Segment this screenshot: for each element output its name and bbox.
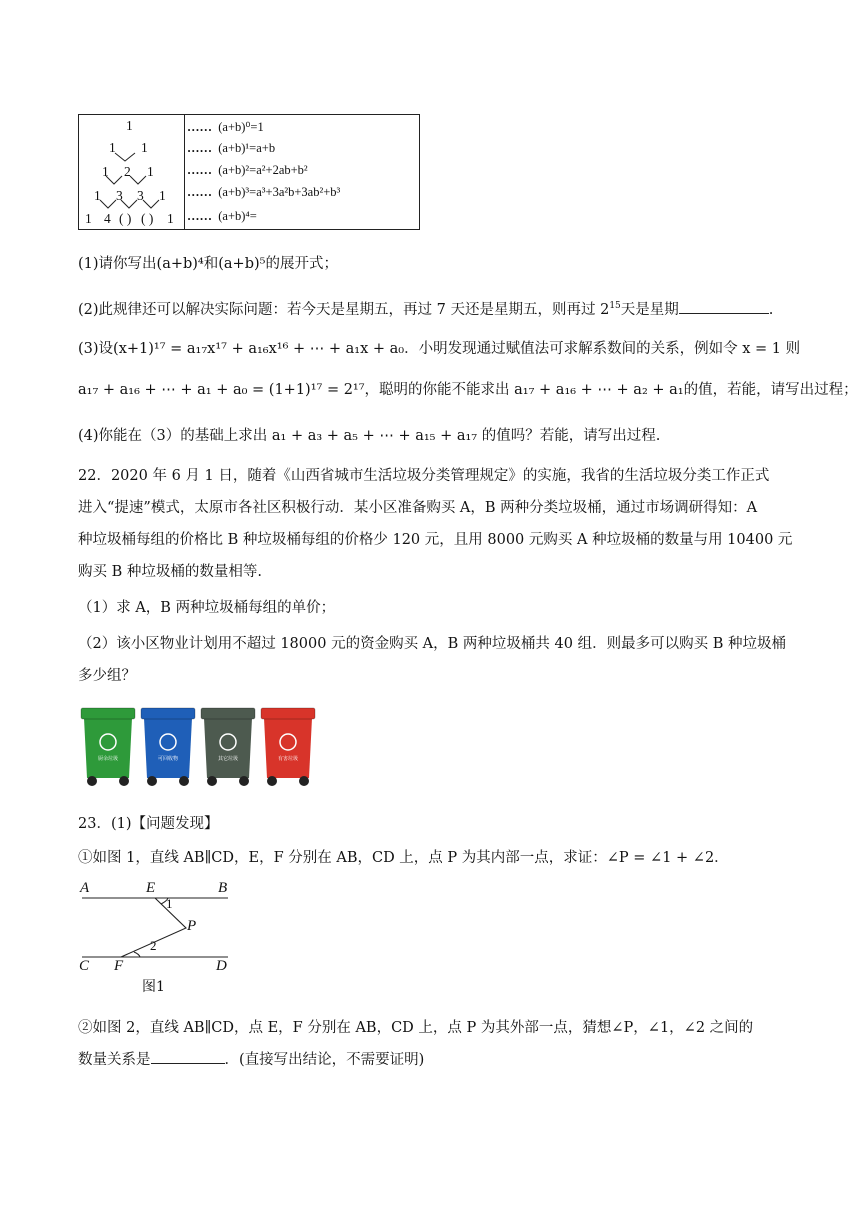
triangle-number: 1 xyxy=(109,140,116,155)
label-F: F xyxy=(114,958,124,974)
angle-1-label: 1 xyxy=(166,896,173,911)
expansion-row-0: …… (a+b)⁰=1 xyxy=(187,120,264,134)
answer-blank xyxy=(151,1049,225,1064)
triangle-number: 1 xyxy=(102,164,109,179)
q22-sub1: （1）求 A，B 两种垃圾桶每组的单价； xyxy=(78,600,336,616)
triangle-number: 1 xyxy=(147,164,154,179)
bin-label: 厨余垃圾 xyxy=(97,756,119,762)
q23-case2-line2: 数量关系是 ．(直接写出结论，不需要证明) xyxy=(78,1048,424,1069)
q21-part4: (4)你能在（3）的基础上求出 a₁ + a₃ + a₅ + ⋯ + a₁₅ + a₁₇ 的值吗？若能，请写出过程. xyxy=(78,428,661,444)
q22-sub2-line1: （2）该小区物业计划用不超过 18000 元的资金购买 A，B 两种垃圾桶共 40 组．则最多可以购买 B 种垃圾桶 xyxy=(78,636,786,652)
triangle-number: 1 xyxy=(167,211,174,226)
table-divider xyxy=(184,115,185,229)
triangle-number: 1 xyxy=(141,140,148,155)
triangle-number: 4 xyxy=(104,211,111,226)
garbage-bin xyxy=(141,708,195,786)
bin-label: 有害垃圾 xyxy=(277,756,299,762)
figure-caption: 图1 xyxy=(142,979,165,995)
label-C: C xyxy=(79,958,90,974)
q22-sub2-line2: 多少组？ xyxy=(78,668,136,684)
garbage-bins-image xyxy=(78,704,318,788)
figure-1 xyxy=(76,880,246,998)
q23-case1: ①如图 1，直线 AB∥CD，E，F 分别在 AB，CD 上，点 P 为其内部一点，求证：∠P = ∠1 + ∠2． xyxy=(78,850,729,866)
expansion-row-4: …… (a+b)⁴= xyxy=(187,209,257,223)
bin-label: 可回收物 xyxy=(157,756,179,762)
expansion-row-1: …… (a+b)¹=a+b xyxy=(187,141,276,155)
triangle-number: 2 xyxy=(124,164,131,179)
q22-line2: 进入“提速”模式，太原市各社区积极行动．某小区准备购买 A，B 两种分类垃圾桶，通过市场调研得知：A xyxy=(78,500,758,516)
label-E: E xyxy=(146,880,156,896)
triangle-number: 1 xyxy=(94,188,101,203)
q21-part1: (1)请你写出(a+b)⁴和(a+b)⁵的展开式； xyxy=(78,256,338,272)
bin-label: 其它垃圾 xyxy=(217,756,239,762)
q23-heading: 23．(1)【问题发现】 xyxy=(78,816,219,832)
label-B: B xyxy=(218,880,228,896)
q21-part3-line2: a₁₇ + a₁₆ + ⋯ + a₁ + a₀ = (1+1)¹⁷ = 2¹⁷，聪明的你能不能求出 a₁₇ + a₁₆ + ⋯ + a₂ + a₁的值，若能，请写出过程； xyxy=(78,382,858,398)
q22-line1: 22．2020 年 6 月 1 日，随着《山西省城市生活垃圾分类管理规定》的实施，我省的生活垃圾分类工作正式 xyxy=(78,468,770,484)
q22-line3: 种垃圾桶每组的价格比 B 种垃圾桶每组的价格少 120 元，且用 8000 元购买 A 种垃圾桶的数量与用 10400 元 xyxy=(78,532,793,548)
expansion-row-3: …… (a+b)³=a³+3a²b+3ab²+b³ xyxy=(187,185,341,199)
pascal-triangle-table xyxy=(78,114,420,230)
triangle-blank: ( ) xyxy=(141,211,154,226)
triangle-number: 1 xyxy=(85,211,92,226)
q21-part2: (2)此规律还可以解决实际问题：若今天是星期五，再过 7 天还是星期五，则再过 $2^{15}$天是星期 . xyxy=(78,298,773,319)
angle-2-label: 2 xyxy=(150,938,157,953)
triangle-number: 1 xyxy=(126,118,133,133)
garbage-bin xyxy=(81,708,135,786)
label-D: D xyxy=(216,958,227,974)
label-P: P xyxy=(187,918,197,934)
q23-case2-line1: ②如图 2，直线 AB∥CD，点 E，F 分别在 AB，CD 上，点 P 为其外部一点，猜想∠P，∠1，∠2 之间的 xyxy=(78,1020,754,1036)
triangle-number: 3 xyxy=(137,188,144,203)
garbage-bin xyxy=(201,708,255,786)
triangle-blank: ( ) xyxy=(119,211,132,226)
answer-blank xyxy=(679,299,769,314)
garbage-bin xyxy=(261,708,315,786)
triangle-number: 3 xyxy=(116,188,123,203)
expansion-row-2: …… (a+b)²=a²+2ab+b² xyxy=(187,163,308,177)
triangle-connectors xyxy=(79,115,184,231)
q22-line4: 购买 B 种垃圾桶的数量相等. xyxy=(78,564,262,580)
q21-part3-line1: (3)设(x+1)¹⁷ = a₁₇x¹⁷ + a₁₆x¹⁶ + ⋯ + a₁x + a₀．小明发现通过赋值法可求解系数间的关系，例如令 x = 1 则 xyxy=(78,341,801,357)
label-A: A xyxy=(80,880,90,896)
triangle-number: 1 xyxy=(159,188,166,203)
